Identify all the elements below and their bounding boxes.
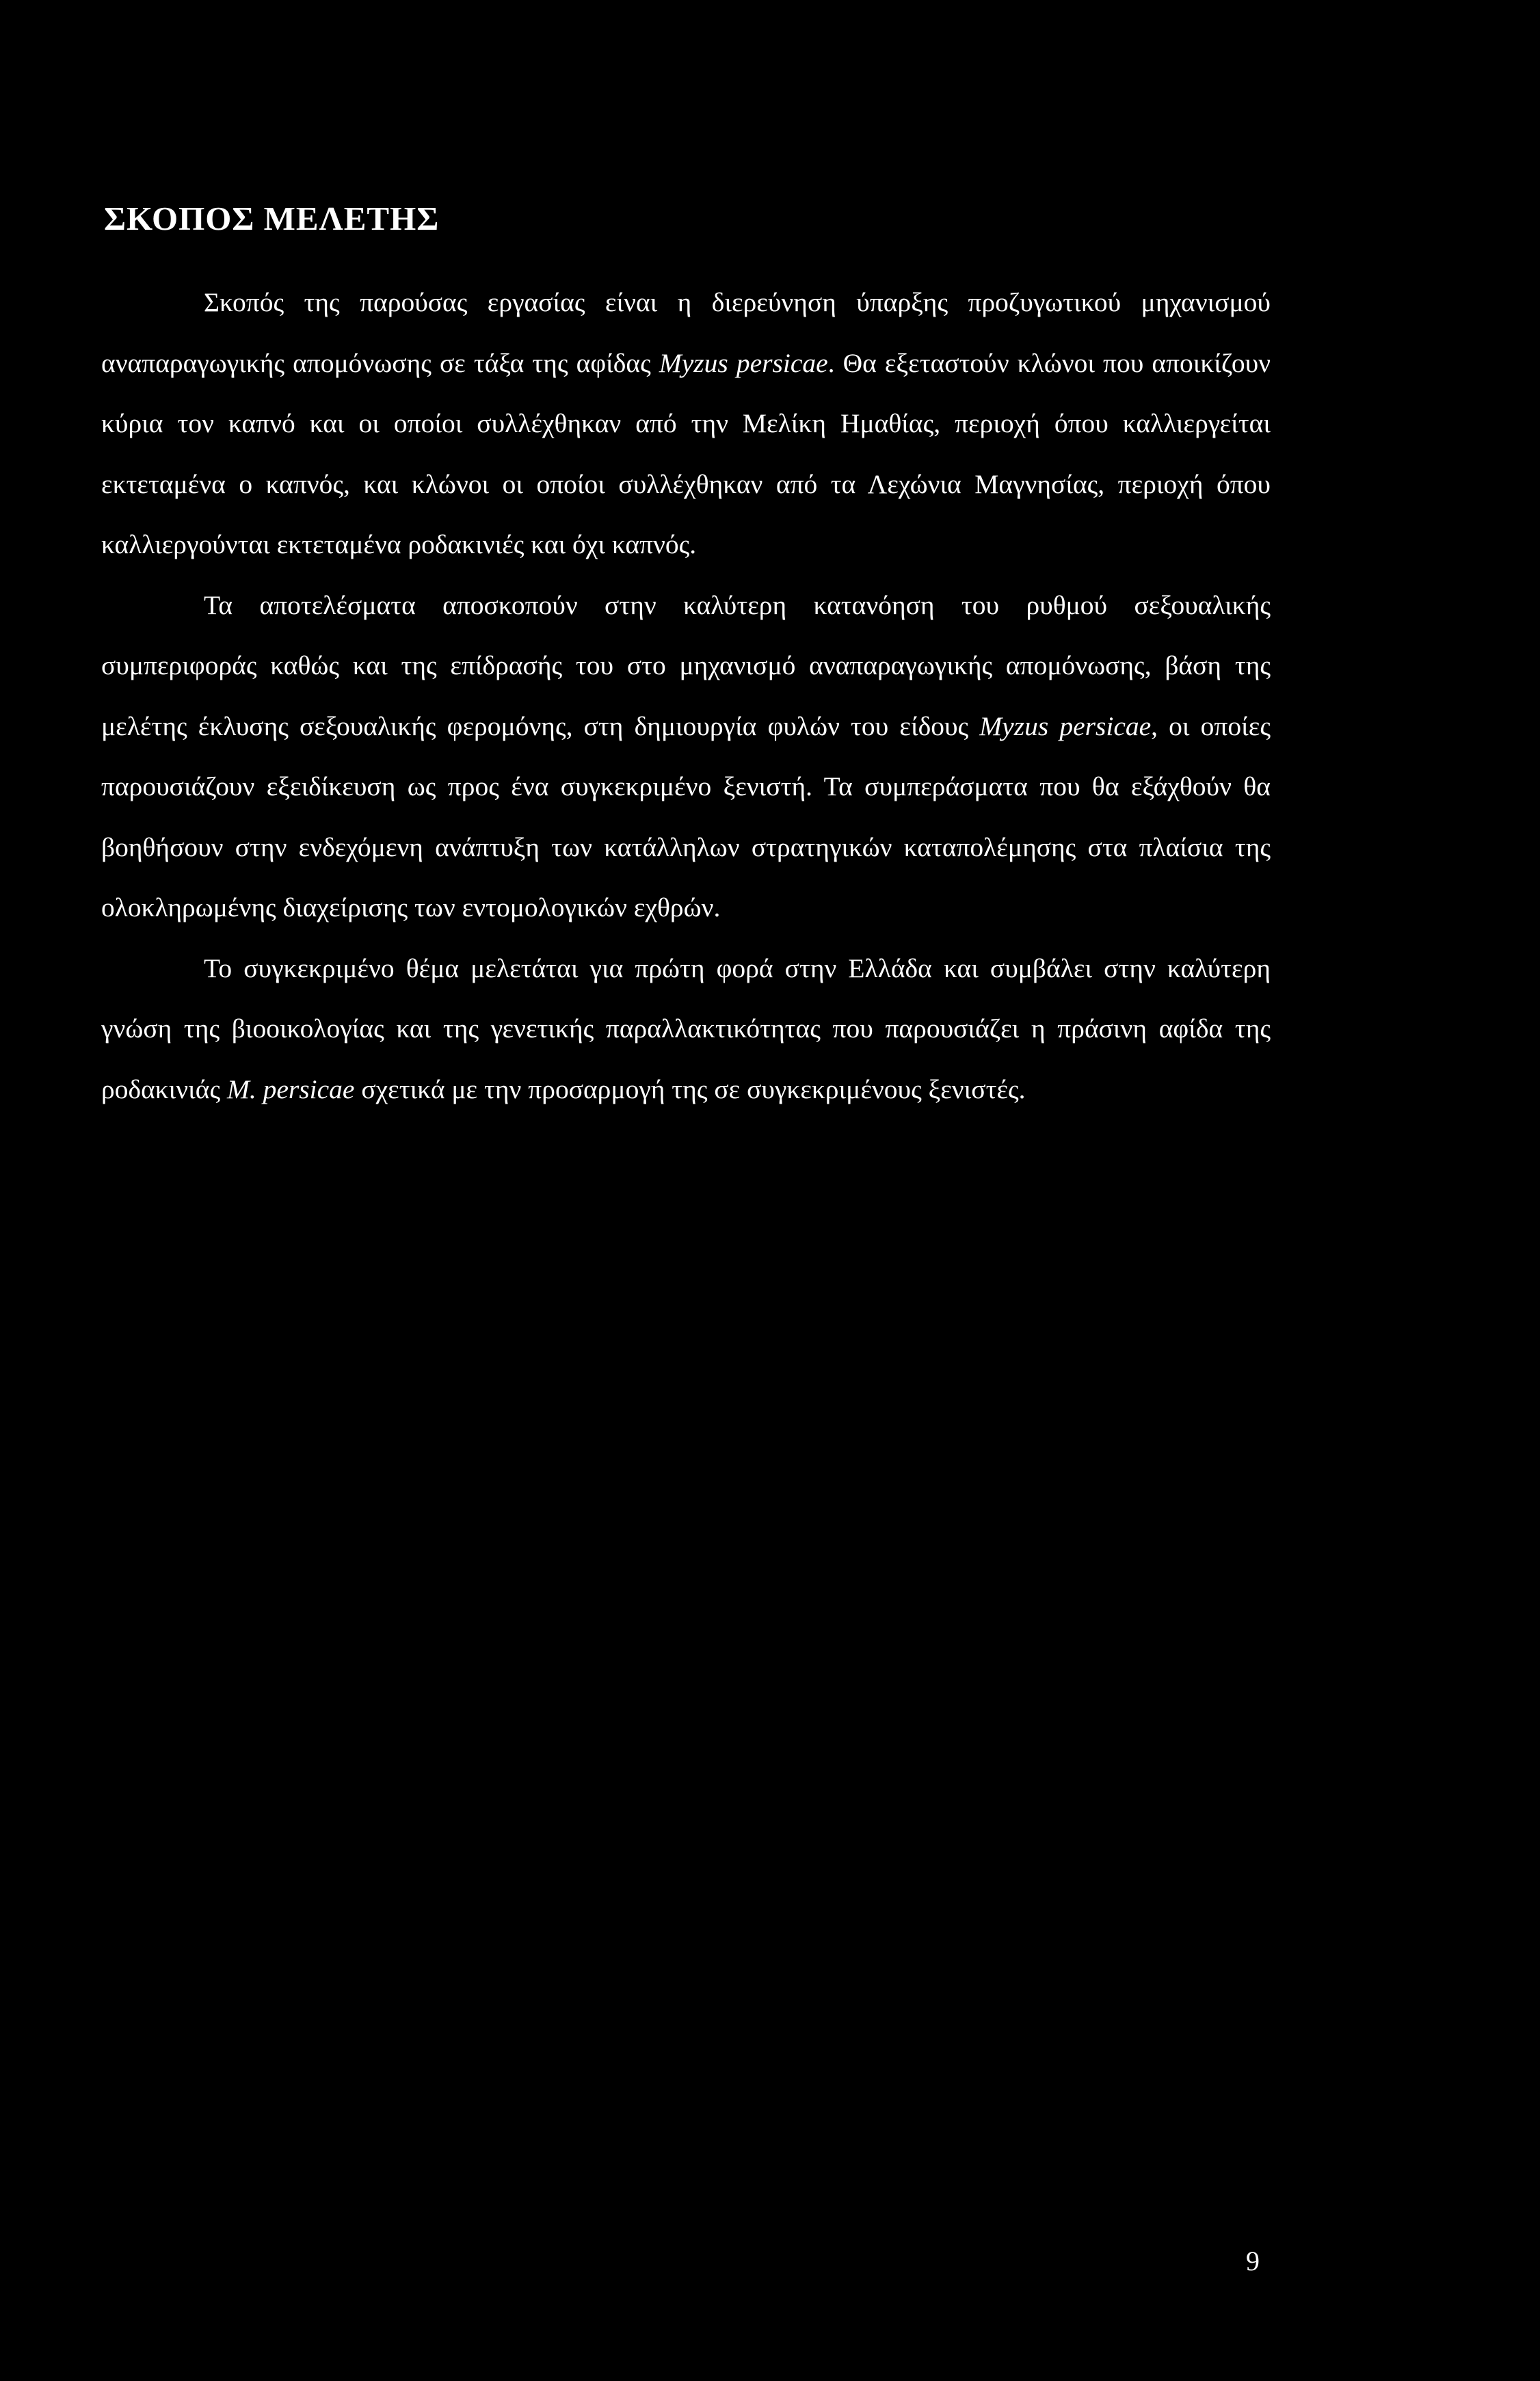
paragraph-1-text-a: Σκοπός της παρούσας εργασίας είναι η διερεύνηση ύπαρξης προζυγωτικού μηχανισμού αναπαραγωγικής απομόνωσης σε τάξα της αφίδας	[101, 287, 1271, 378]
species-name: Myzus persicae	[979, 710, 1152, 741]
paragraph-1-text-b: . Θα εξεταστούν κλώνοι που αποικίζουν κύρια τον καπνό και οι οποίοι συλλέχθηκαν από την Μελίκη Ημαθίας, περιοχή όπου καλλιεργείται εκτεταμένα ο καπνός, και κλώνοι οι οποίοι συλλέχθηκαν από τα Λεχώνια Μαγνησίας, περιοχή όπου καλλιεργούνται εκτεταμένα ροδακινιές και όχι καπνός.	[101, 347, 1271, 559]
body-text	[101, 272, 1271, 1119]
species-name: M. persicae	[227, 1074, 355, 1104]
paragraph-2-text-a: Τα αποτελέσματα αποσκοπούν στην καλύτερη κατανόηση του ρυθμού σεξουαλικής συμπεριφοράς καθώς και της επίδρασής του στο μηχανισμό αναπαραγωγικής απομόνωσης, βάση της μελέτης έκλυσης σεξουαλικής φερομόνης, στη δημιουργία φυλών του είδους	[101, 589, 1271, 741]
paragraph-1	[101, 272, 1271, 575]
paragraph-2	[101, 575, 1271, 938]
section-heading: ΣΚΟΠΟΣ ΜΕΛΕΤΗΣ	[104, 200, 440, 237]
paragraph-3-text-a: Το συγκεκριμένο θέμα μελετάται για πρώτη φορά στην Ελλάδα και συμβάλει στην καλύτερη γνώση της βιοοικολογίας και της γενετικής παραλλακτικότητας που παρουσιάζει η πράσινη αφίδα της ροδακινιάς	[101, 953, 1271, 1104]
page-number: 9	[1246, 2246, 1260, 2276]
species-name: Myzus persicae	[659, 347, 828, 378]
paragraph-2-text-b: , οι οποίες παρουσιάζουν εξειδίκευση ως προς ένα συγκεκριμένο ξενιστή. Τα συμπεράσματα που θα εξάχθούν θα βοηθήσουν στην ενδεχόμενη ανάπτυξη των κατάλληλων στρατηγικών καταπολέμησης στα πλαίσια της ολοκληρωμένης διαχείρισης των εντομολογικών εχθρών.	[101, 710, 1271, 922]
paragraph-3	[101, 938, 1271, 1120]
paragraph-3-text-b: σχετικά με την προσαρμογή της σε συγκεκριμένους ξενιστές.	[354, 1074, 1026, 1104]
